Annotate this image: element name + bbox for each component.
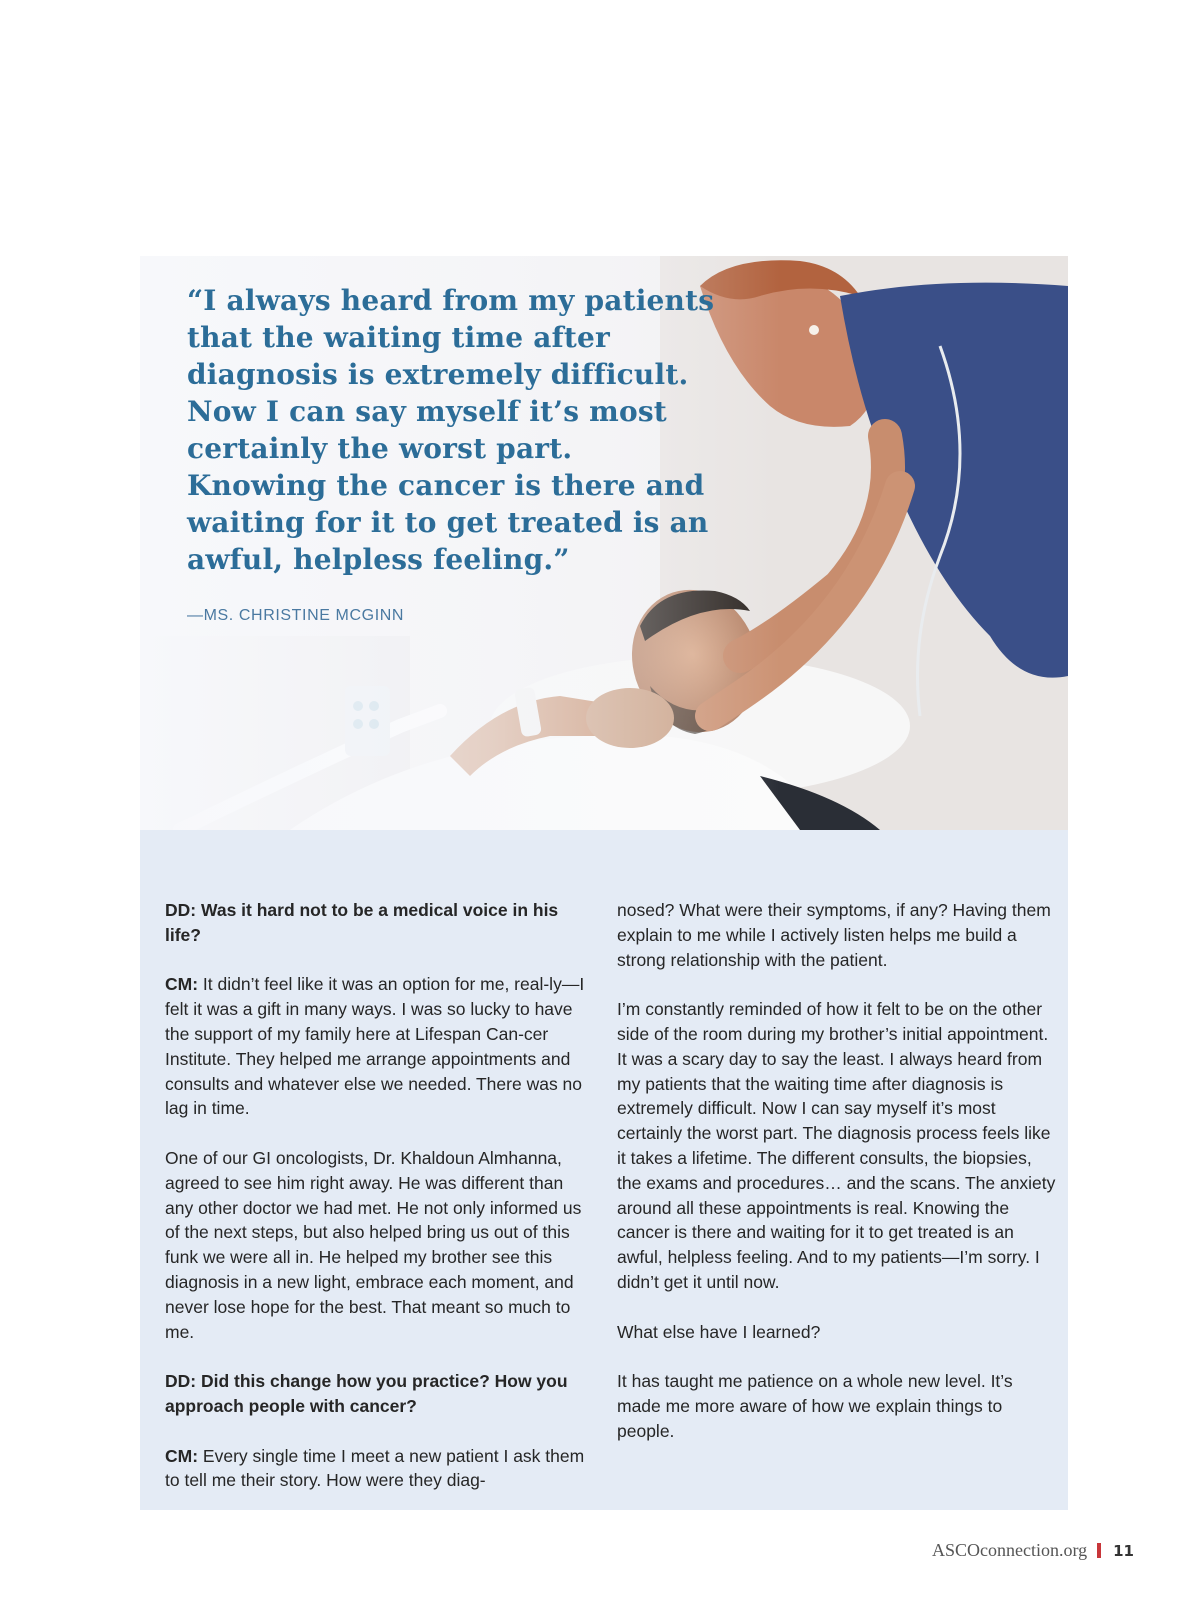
interview-answer	[165, 972, 595, 1121]
speaker-label: CM:	[165, 974, 199, 995]
body-paragraph: What else have I learned?	[617, 1321, 821, 1342]
interview-question: DD: Did this change how you practice? How you approach people with cancer?	[165, 1371, 568, 1416]
interview-answer	[165, 1444, 595, 1494]
text-column-right	[617, 898, 1057, 1468]
footer-site-name: ASCOconnection.org	[931, 1540, 1088, 1560]
body-paragraph: It has taught me patience on a whole new level. It’s made me more aware of how we explain things to people.	[617, 1371, 1013, 1441]
footer-separator	[1097, 1543, 1101, 1558]
text-column-left	[165, 898, 595, 1518]
speaker-label: CM:	[165, 1445, 199, 1466]
interview-question: DD: Was it hard not to be a medical voice in his life?	[165, 900, 559, 945]
body-paragraph: nosed? What were their symptoms, if any? Having them explain to me while I actively listen helps me build a strong relationship with the patient.	[617, 900, 1051, 970]
answer-text: Every single time I meet a new patient I ask them to tell me their story. How were they diag-	[165, 1445, 585, 1491]
page-footer	[932, 1540, 1134, 1561]
answer-text: It didn’t feel like it was an option for me, real-ly—I felt it was a gift in many ways. I was so lucky to have the support of my family here at Lifespan Can-cer Institute. They helped me arrange appointments and consults and whatever else we needed. There was no lag in time.	[165, 974, 585, 1119]
body-paragraph: One of our GI oncologists, Dr. Khaldoun Almhanna, agreed to see him right away. He was different than any other doctor we had met. He not only informed us of the next steps, but also helped bring us out of this funk we were all in. He helped my brother see this diagnosis in a new light, embrace each moment, and never lose hope for the best. That meant so much to me.	[165, 1147, 582, 1342]
hero-photo-panel	[140, 256, 1068, 830]
page-number: 11	[1113, 1541, 1134, 1560]
interview-text-box	[140, 830, 1068, 1510]
quote-attribution: —MS. CHRISTINE MCGINN	[187, 607, 405, 624]
body-paragraph: I’m constantly reminded of how it felt to be on the other side of the room during my brother’s initial appointment. It was a scary day to say the least. I always heard from my patients that the waiting time after diagnosis is extremely difficult. Now I can say myself it’s most certainly the worst part. The diagnosis process feels like it takes a lifetime. The different consults, the biopsies, the exams and procedures… and the scans. The anxiety around all these appointments is real. Knowing the cancer is there and waiting for it to get treated is an awful, helpless feeling. And to my patients—I’m sorry. I didn’t get it until now.	[617, 999, 1056, 1292]
pull-quote: “I always heard from my patients that the waiting time after diagnosis is extremely difficult. Now I can say myself it’s most certainly the worst part. Knowing the cancer is there and waiting for it to get treated is an awful, helpless feeling.”	[187, 284, 715, 576]
